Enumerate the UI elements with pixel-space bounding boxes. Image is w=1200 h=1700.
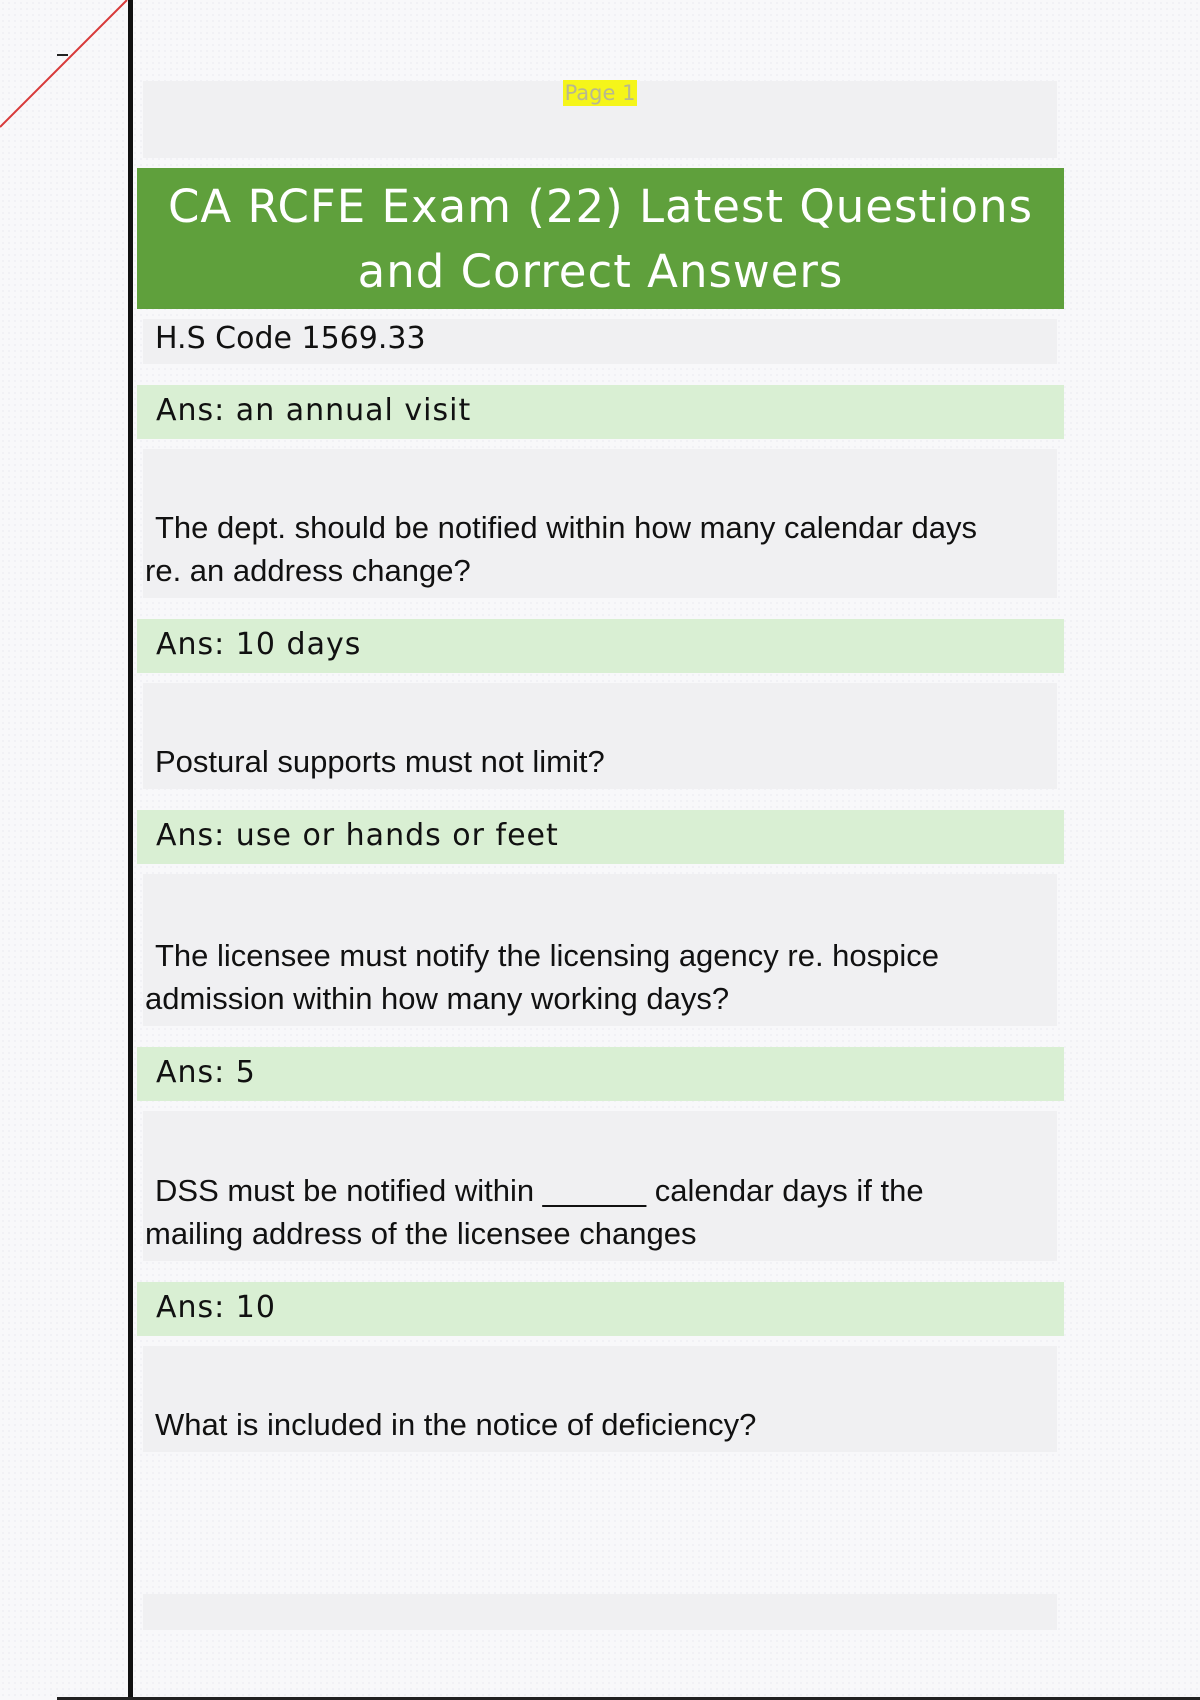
question-block: [143, 1111, 1057, 1261]
question-block: [143, 874, 1057, 1026]
question-text: The dept. should be notified within how many calendar days re. an address change?: [145, 510, 977, 588]
corner-mark: [57, 54, 68, 56]
answer-block: [137, 1282, 1064, 1336]
question-text: What is included in the notice of deficiency?: [155, 1407, 757, 1442]
page-number-label: Page 1: [564, 81, 636, 105]
answer-block: [137, 619, 1064, 673]
answer-block: [137, 1047, 1064, 1101]
answer-text: Ans: use or hands or feet: [156, 818, 559, 853]
answer-text: Ans: 10: [156, 1290, 276, 1325]
question-block: [143, 449, 1057, 598]
question-text: The licensee must notify the licensing agency re. hospice admission within how many working days?: [145, 938, 940, 1016]
document-title: CA RCFE Exam (22) Latest Questions and Correct Answers: [137, 168, 1064, 309]
page-footer: [143, 1594, 1057, 1630]
answer-block: [137, 810, 1064, 864]
answer-block: [137, 385, 1064, 439]
question-text: Postural supports must not limit?: [155, 744, 605, 779]
corner-diagonal-line: [0, 0, 130, 130]
question-block: [143, 1346, 1057, 1452]
question-block: [143, 683, 1057, 789]
hs-code-row: [143, 319, 1057, 364]
answer-text: Ans: 5: [156, 1055, 256, 1090]
question-text: DSS must be notified within ______ calendar days if the mailing address of the licensee changes: [145, 1173, 924, 1251]
hs-code-text: H.S Code 1569.33: [155, 321, 426, 356]
answer-text: Ans: 10 days: [156, 627, 362, 662]
page-header: [143, 81, 1057, 158]
left-margin-rule: [128, 0, 133, 1700]
answer-text: Ans: an annual visit: [156, 393, 472, 428]
